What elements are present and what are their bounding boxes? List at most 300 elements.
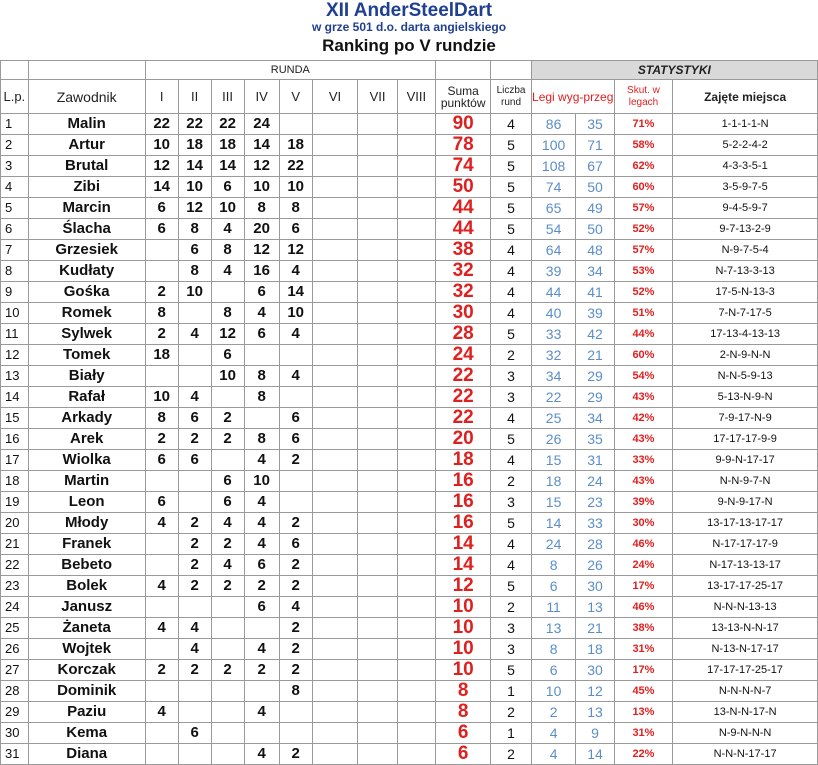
round-1-points: 10 <box>145 135 178 156</box>
row-lp: 30 <box>1 723 29 744</box>
table-row <box>1 681 818 702</box>
round-2-points: 2 <box>178 513 211 534</box>
round-7-points <box>358 261 397 282</box>
round-7-points <box>358 513 397 534</box>
row-lp: 20 <box>1 513 29 534</box>
player-name: Żaneta <box>28 618 145 639</box>
header-lp: L.p. <box>1 80 29 114</box>
round-7-points <box>358 324 397 345</box>
player-name: Franek <box>28 534 145 555</box>
round-4-points: 4 <box>244 702 279 723</box>
legs-lost: 21 <box>576 345 614 366</box>
round-4-points: 4 <box>244 744 279 765</box>
places-taken: 17-13-4-13-13 <box>673 324 818 345</box>
row-lp: 4 <box>1 177 29 198</box>
round-7-points <box>358 408 397 429</box>
round-5-points: 2 <box>279 744 312 765</box>
player-name: Zibi <box>28 177 145 198</box>
row-lp: 1 <box>1 114 29 135</box>
round-1-points: 2 <box>145 282 178 303</box>
legs-won: 8 <box>531 555 576 576</box>
round-7-points <box>358 492 397 513</box>
round-5-points <box>279 114 312 135</box>
round-1-points <box>145 366 178 387</box>
round-3-points <box>211 744 244 765</box>
legs-won: 64 <box>531 240 576 261</box>
round-8-points <box>397 534 435 555</box>
player-name: Leon <box>28 492 145 513</box>
round-3-points: 8 <box>211 240 244 261</box>
table-row <box>1 303 818 324</box>
round-6-points <box>312 639 358 660</box>
total-points: 44 <box>436 198 491 219</box>
legs-efficiency: 17% <box>614 576 673 597</box>
round-4-points: 6 <box>244 282 279 303</box>
round-8-points <box>397 450 435 471</box>
total-points: 6 <box>436 744 491 765</box>
legs-efficiency: 62% <box>614 156 673 177</box>
rounds-count: 4 <box>491 408 531 429</box>
round-5-points <box>279 387 312 408</box>
round-4-points <box>244 681 279 702</box>
legs-won: 10 <box>531 681 576 702</box>
player-name: Grzesiek <box>28 240 145 261</box>
rounds-count: 5 <box>491 513 531 534</box>
round-3-points <box>211 450 244 471</box>
player-name: Martin <box>28 471 145 492</box>
round-1-points <box>145 723 178 744</box>
round-8-points <box>397 198 435 219</box>
round-7-points <box>358 366 397 387</box>
round-3-points <box>211 387 244 408</box>
legs-efficiency: 45% <box>614 681 673 702</box>
round-7-points <box>358 282 397 303</box>
rounds-count: 4 <box>491 555 531 576</box>
header-round-4: IV <box>244 80 279 114</box>
round-6-points <box>312 702 358 723</box>
round-6-points <box>312 618 358 639</box>
rounds-count: 3 <box>491 387 531 408</box>
round-5-points <box>279 471 312 492</box>
round-3-points: 10 <box>211 198 244 219</box>
table-row <box>1 387 818 408</box>
legs-efficiency: 60% <box>614 345 673 366</box>
row-lp: 18 <box>1 471 29 492</box>
round-2-points: 8 <box>178 261 211 282</box>
round-2-points: 10 <box>178 282 211 303</box>
row-lp: 8 <box>1 261 29 282</box>
player-name: Marcin <box>28 198 145 219</box>
row-lp: 16 <box>1 429 29 450</box>
round-1-points <box>145 534 178 555</box>
round-4-points: 6 <box>244 555 279 576</box>
round-1-points: 6 <box>145 198 178 219</box>
round-4-points: 8 <box>244 366 279 387</box>
round-2-points: 12 <box>178 198 211 219</box>
round-2-points <box>178 744 211 765</box>
round-8-points <box>397 492 435 513</box>
legs-efficiency: 58% <box>614 135 673 156</box>
ranking-table <box>0 60 818 765</box>
player-name: Janusz <box>28 597 145 618</box>
table-row <box>1 345 818 366</box>
player-name: Kema <box>28 723 145 744</box>
total-points: 10 <box>436 639 491 660</box>
round-1-points: 4 <box>145 576 178 597</box>
rounds-count: 4 <box>491 114 531 135</box>
round-7-points <box>358 534 397 555</box>
legs-won: 15 <box>531 450 576 471</box>
round-8-points <box>397 639 435 660</box>
round-3-points: 4 <box>211 219 244 240</box>
round-3-points: 6 <box>211 345 244 366</box>
table-row <box>1 219 818 240</box>
legs-won: 39 <box>531 261 576 282</box>
places-taken: 9-7-13-2-9 <box>673 219 818 240</box>
places-taken: N-N-5-9-13 <box>673 366 818 387</box>
table-row <box>1 513 818 534</box>
table-row <box>1 660 818 681</box>
legs-lost: 31 <box>576 450 614 471</box>
round-8-points <box>397 114 435 135</box>
total-points: 20 <box>436 429 491 450</box>
places-taken: 13-13-N-N-17 <box>673 618 818 639</box>
round-5-points: 6 <box>279 429 312 450</box>
legs-lost: 14 <box>576 744 614 765</box>
round-1-points <box>145 597 178 618</box>
round-8-points <box>397 744 435 765</box>
total-points: 6 <box>436 723 491 744</box>
round-8-points <box>397 387 435 408</box>
round-2-points <box>178 702 211 723</box>
round-6-points <box>312 576 358 597</box>
total-points: 50 <box>436 177 491 198</box>
player-name: Bebeto <box>28 555 145 576</box>
rounds-count: 2 <box>491 471 531 492</box>
rounds-count: 5 <box>491 219 531 240</box>
places-taken: 9-N-9-17-N <box>673 492 818 513</box>
round-7-points <box>358 240 397 261</box>
round-8-points <box>397 597 435 618</box>
round-2-points: 6 <box>178 723 211 744</box>
places-taken: 7-9-17-N-9 <box>673 408 818 429</box>
total-points: 44 <box>436 219 491 240</box>
round-8-points <box>397 135 435 156</box>
round-4-points <box>244 618 279 639</box>
header-round-2: II <box>178 80 211 114</box>
legs-lost: 48 <box>576 240 614 261</box>
round-8-points <box>397 261 435 282</box>
legs-efficiency: 31% <box>614 639 673 660</box>
round-6-points <box>312 450 358 471</box>
total-points: 16 <box>436 513 491 534</box>
places-taken: N-N-N-17-17 <box>673 744 818 765</box>
places-taken: 5-13-N-9-N <box>673 387 818 408</box>
table-row <box>1 177 818 198</box>
header-blank-sum <box>436 61 491 80</box>
rounds-count: 5 <box>491 156 531 177</box>
player-name: Korczak <box>28 660 145 681</box>
round-1-points: 14 <box>145 177 178 198</box>
rounds-count: 3 <box>491 366 531 387</box>
round-3-points: 2 <box>211 660 244 681</box>
round-8-points <box>397 618 435 639</box>
places-taken: 17-5-N-13-3 <box>673 282 818 303</box>
legs-won: 18 <box>531 471 576 492</box>
round-1-points <box>145 240 178 261</box>
round-3-points: 6 <box>211 492 244 513</box>
total-points: 14 <box>436 534 491 555</box>
total-points: 16 <box>436 471 491 492</box>
round-7-points <box>358 618 397 639</box>
legs-won: 11 <box>531 597 576 618</box>
legs-lost: 34 <box>576 408 614 429</box>
round-7-points <box>358 303 397 324</box>
places-taken: 3-5-9-7-5 <box>673 177 818 198</box>
header-round-8: VIII <box>397 80 435 114</box>
legs-efficiency: 51% <box>614 303 673 324</box>
total-points: 74 <box>436 156 491 177</box>
round-5-points: 2 <box>279 450 312 471</box>
row-lp: 13 <box>1 366 29 387</box>
player-name: Ślacha <box>28 219 145 240</box>
total-points: 8 <box>436 702 491 723</box>
row-lp: 28 <box>1 681 29 702</box>
legs-lost: 35 <box>576 114 614 135</box>
round-2-points <box>178 471 211 492</box>
player-name: Paziu <box>28 702 145 723</box>
legs-lost: 12 <box>576 681 614 702</box>
round-7-points <box>358 681 397 702</box>
round-6-points <box>312 240 358 261</box>
rounds-count: 5 <box>491 198 531 219</box>
legs-won: 6 <box>531 576 576 597</box>
rounds-count: 4 <box>491 534 531 555</box>
rounds-count: 2 <box>491 345 531 366</box>
rounds-count: 3 <box>491 639 531 660</box>
round-1-points: 22 <box>145 114 178 135</box>
round-8-points <box>397 429 435 450</box>
total-points: 78 <box>436 135 491 156</box>
total-points: 30 <box>436 303 491 324</box>
table-row <box>1 156 818 177</box>
round-4-points: 8 <box>244 387 279 408</box>
round-1-points <box>145 261 178 282</box>
round-7-points <box>358 387 397 408</box>
round-8-points <box>397 219 435 240</box>
legs-won: 15 <box>531 492 576 513</box>
legs-won: 24 <box>531 534 576 555</box>
round-8-points <box>397 324 435 345</box>
round-2-points: 2 <box>178 534 211 555</box>
legs-efficiency: 52% <box>614 282 673 303</box>
round-7-points <box>358 576 397 597</box>
legs-efficiency: 39% <box>614 492 673 513</box>
round-5-points <box>279 723 312 744</box>
round-4-points: 8 <box>244 198 279 219</box>
places-taken: 7-N-7-17-5 <box>673 303 818 324</box>
table-row <box>1 471 818 492</box>
round-1-points: 6 <box>145 219 178 240</box>
rounds-count: 3 <box>491 618 531 639</box>
round-5-points: 10 <box>279 177 312 198</box>
round-7-points <box>358 198 397 219</box>
round-7-points <box>358 471 397 492</box>
round-4-points: 12 <box>244 156 279 177</box>
round-4-points: 4 <box>244 450 279 471</box>
legs-won: 14 <box>531 513 576 534</box>
round-7-points <box>358 156 397 177</box>
legs-lost: 9 <box>576 723 614 744</box>
header-suma: Suma punktów <box>436 80 491 114</box>
round-4-points: 2 <box>244 660 279 681</box>
row-lp: 31 <box>1 744 29 765</box>
round-1-points: 12 <box>145 156 178 177</box>
round-3-points: 2 <box>211 576 244 597</box>
round-3-points: 6 <box>211 177 244 198</box>
legs-lost: 26 <box>576 555 614 576</box>
rounds-count: 2 <box>491 597 531 618</box>
legs-won: 4 <box>531 723 576 744</box>
round-4-points: 12 <box>244 240 279 261</box>
round-6-points <box>312 366 358 387</box>
round-8-points <box>397 576 435 597</box>
legs-lost: 30 <box>576 660 614 681</box>
places-taken: N-17-13-13-17 <box>673 555 818 576</box>
places-taken: 2-N-9-N-N <box>673 345 818 366</box>
legs-lost: 13 <box>576 597 614 618</box>
round-8-points <box>397 408 435 429</box>
total-points: 32 <box>436 282 491 303</box>
legs-lost: 50 <box>576 219 614 240</box>
legs-won: 54 <box>531 219 576 240</box>
round-5-points: 2 <box>279 618 312 639</box>
total-points: 32 <box>436 261 491 282</box>
round-1-points <box>145 555 178 576</box>
round-7-points <box>358 450 397 471</box>
main-title: XII AnderSteelDart <box>325 0 493 21</box>
legs-won: 4 <box>531 744 576 765</box>
header-blank-name <box>28 61 145 80</box>
table-row <box>1 282 818 303</box>
round-3-points: 2 <box>211 408 244 429</box>
header-skut: Skut. w legach <box>614 80 673 114</box>
round-6-points <box>312 681 358 702</box>
round-3-points <box>211 597 244 618</box>
round-6-points <box>312 387 358 408</box>
table-row <box>1 618 818 639</box>
legs-won: 100 <box>531 135 576 156</box>
row-lp: 11 <box>1 324 29 345</box>
rounds-count: 1 <box>491 723 531 744</box>
header-round-1: I <box>145 80 178 114</box>
legs-efficiency: 53% <box>614 261 673 282</box>
legs-efficiency: 46% <box>614 597 673 618</box>
legs-won: 22 <box>531 387 576 408</box>
round-3-points: 4 <box>211 261 244 282</box>
round-2-points: 4 <box>178 618 211 639</box>
round-7-points <box>358 219 397 240</box>
round-1-points: 10 <box>145 387 178 408</box>
round-6-points <box>312 555 358 576</box>
places-taken: 9-9-N-17-17 <box>673 450 818 471</box>
player-name: Wiolka <box>28 450 145 471</box>
round-7-points <box>358 345 397 366</box>
round-1-points: 4 <box>145 618 178 639</box>
rounds-count: 5 <box>491 576 531 597</box>
round-2-points: 4 <box>178 324 211 345</box>
total-points: 22 <box>436 366 491 387</box>
round-5-points <box>279 345 312 366</box>
places-taken: N-N-N-13-13 <box>673 597 818 618</box>
round-6-points <box>312 492 358 513</box>
round-7-points <box>358 723 397 744</box>
legs-won: 26 <box>531 429 576 450</box>
round-2-points: 8 <box>178 219 211 240</box>
places-taken: 1-1-1-1-N <box>673 114 818 135</box>
legs-efficiency: 31% <box>614 723 673 744</box>
round-3-points <box>211 702 244 723</box>
ranking-title: Ranking po V rundzie <box>322 36 496 55</box>
legs-lost: 13 <box>576 702 614 723</box>
round-1-points: 18 <box>145 345 178 366</box>
legs-won: 34 <box>531 366 576 387</box>
legs-efficiency: 43% <box>614 387 673 408</box>
round-1-points: 8 <box>145 408 178 429</box>
total-points: 12 <box>436 576 491 597</box>
player-name: Malin <box>28 114 145 135</box>
round-5-points: 4 <box>279 261 312 282</box>
round-8-points <box>397 303 435 324</box>
round-4-points: 14 <box>244 135 279 156</box>
row-lp: 26 <box>1 639 29 660</box>
header-blank-lp <box>1 61 29 80</box>
round-2-points <box>178 597 211 618</box>
table-row <box>1 408 818 429</box>
round-8-points <box>397 702 435 723</box>
round-4-points: 8 <box>244 429 279 450</box>
round-2-points: 2 <box>178 660 211 681</box>
round-6-points <box>312 723 358 744</box>
round-6-points <box>312 282 358 303</box>
round-6-points <box>312 135 358 156</box>
round-3-points: 4 <box>211 555 244 576</box>
row-lp: 12 <box>1 345 29 366</box>
row-lp: 25 <box>1 618 29 639</box>
total-points: 24 <box>436 345 491 366</box>
table-row <box>1 702 818 723</box>
row-lp: 15 <box>1 408 29 429</box>
round-4-points: 20 <box>244 219 279 240</box>
player-name: Gośka <box>28 282 145 303</box>
places-taken: 17-17-17-25-17 <box>673 660 818 681</box>
legs-lost: 39 <box>576 303 614 324</box>
round-7-points <box>358 597 397 618</box>
round-7-points <box>358 177 397 198</box>
round-2-points: 10 <box>178 177 211 198</box>
legs-lost: 29 <box>576 366 614 387</box>
legs-won: 44 <box>531 282 576 303</box>
round-7-points <box>358 744 397 765</box>
round-8-points <box>397 513 435 534</box>
table-row <box>1 597 818 618</box>
round-3-points: 22 <box>211 114 244 135</box>
row-lp: 14 <box>1 387 29 408</box>
round-6-points <box>312 114 358 135</box>
legs-efficiency: 52% <box>614 219 673 240</box>
player-name: Bolek <box>28 576 145 597</box>
legs-lost: 33 <box>576 513 614 534</box>
